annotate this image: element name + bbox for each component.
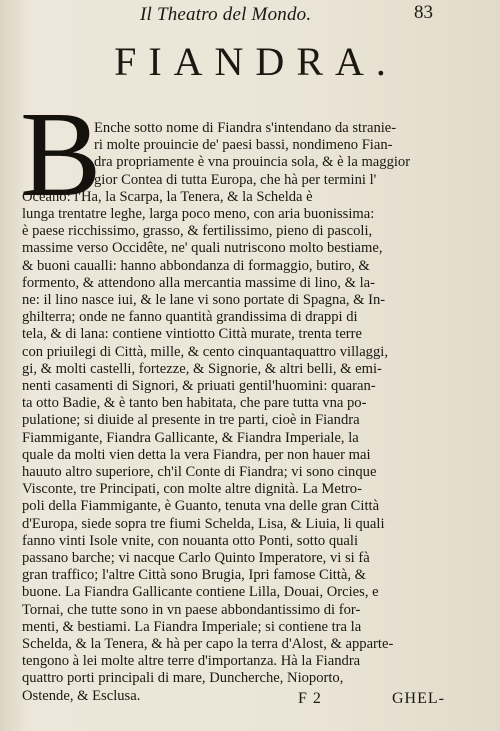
drop-cap: B <box>20 87 102 222</box>
text-line: dra propriamente è vna prouincia sola, & è la maggior <box>94 154 411 171</box>
text-line: quale da molti vien detta la vera Fiandra, per non hauer mai <box>22 446 371 463</box>
text-line: Visconte, tre Principati, con molte altre dignità. La Metro- <box>22 481 362 498</box>
text-line: passano barche; vi nacque Carlo Quinto Imperatore, vi si fà <box>22 550 370 566</box>
page-header <box>0 2 500 26</box>
chapter-title: FIANDRA. <box>114 39 398 84</box>
catchword: GHEL- <box>392 690 445 707</box>
text-line: menti, & bestiami. La Fiandra Imperiale; si contiene tra la <box>22 618 362 635</box>
text-line: quattro porti principali di mare, Duncherche, Nioporto, <box>22 670 344 687</box>
text-line: gran traffico; l'altre Città sono Brugia, Ipri famose Città, & <box>22 567 367 584</box>
text-line: Tornai, che tutte sono in vn paese abbondantissimo di for- <box>22 601 361 618</box>
page-footer <box>0 690 500 714</box>
text-line: Oceano: l'Ha, la Scarpa, la Tenera, & la Schelda è <box>22 188 313 205</box>
text-line: formento, & attendono alla mercantia massime di lino, & la- <box>22 274 375 291</box>
text-line: buone. La Fiandra Gallicante contiene Lilla, Douai, Orcies, e <box>22 584 379 601</box>
text-line: Fiammigante, Fiandra Gallicante, & Fiandra Imperiale, la <box>22 429 359 446</box>
text-line: Enche sotto nome di Fiandra s'intendano da stranie- <box>94 120 397 136</box>
text-line: d'Europa, siede sopra tre fiumi Schelda, Lisa, & Liuia, li quali <box>22 515 385 532</box>
text-line: poli della Fiammigante, è Guanto, tenuta vna delle gran Città <box>22 498 380 515</box>
text-line: fanno vinti Isole vnite, con nouanta otto Ponti, sotto quali <box>22 532 359 549</box>
text-line: Ostende, & Esclusa. <box>22 687 141 704</box>
text-line: Schelda, & la Tenera, & hà per capo la terra d'Alost, & apparte- <box>22 636 394 652</box>
text-line: ghilterra; onde ne fanno quantità grandissima di drappi di <box>22 309 358 326</box>
text-line: è paese ricchissimo, grasso, & fertilissimo, pieno di pascoli, <box>22 223 373 240</box>
text-line: gior Contea di tutta Europa, che hà per termini l' <box>94 171 377 188</box>
text-line: hauuto altro superiore, ch'il Conte di Fiandra; vi sono cinque <box>22 464 377 480</box>
text-line: con priuilegi di Città, mille, & cento cinquantaquattro villaggi, <box>22 343 388 360</box>
text-line: ri molte prouincie de' paesi bassi, nondimeno Fian- <box>94 137 393 154</box>
text-line: ne: il lino nasce iui, & le lane vi sono portate di Spagna, & In- <box>22 292 386 308</box>
text-line: ta otto Badie, & è tanto ben habitata, che pare tutta vna po- <box>22 395 367 412</box>
page-number: 83 <box>414 2 433 23</box>
text-line: gi, & molti castelli, fortezze, & Signorie, & altri belli, & emi- <box>22 360 382 377</box>
text-line: & buoni caualli: hanno abbondanza di formaggio, butiro, & <box>22 257 370 274</box>
signature-mark: F 2 <box>298 690 322 707</box>
text-line: tela, & di lana: contiene vintiotto Città murate, trenta terre <box>22 326 362 343</box>
text-line: massime verso Occidête, ne' quali nutriscono molto bestiame, <box>22 240 383 257</box>
text-line: pulatione; si diuide al presente in tre parti, cioè in Fiandra <box>22 412 360 429</box>
running-title: Il Theatro del Mondo. <box>140 4 312 25</box>
text-line: tengono à lei molte altre terre d'importanza. Hà la Fiandra <box>22 653 361 670</box>
text-line: nenti casamenti di Signori, & priuati gentil'huomini: quaran- <box>22 378 376 394</box>
text-line: lunga trentatre leghe, larga poco meno, con aria buonissima: <box>22 206 375 222</box>
